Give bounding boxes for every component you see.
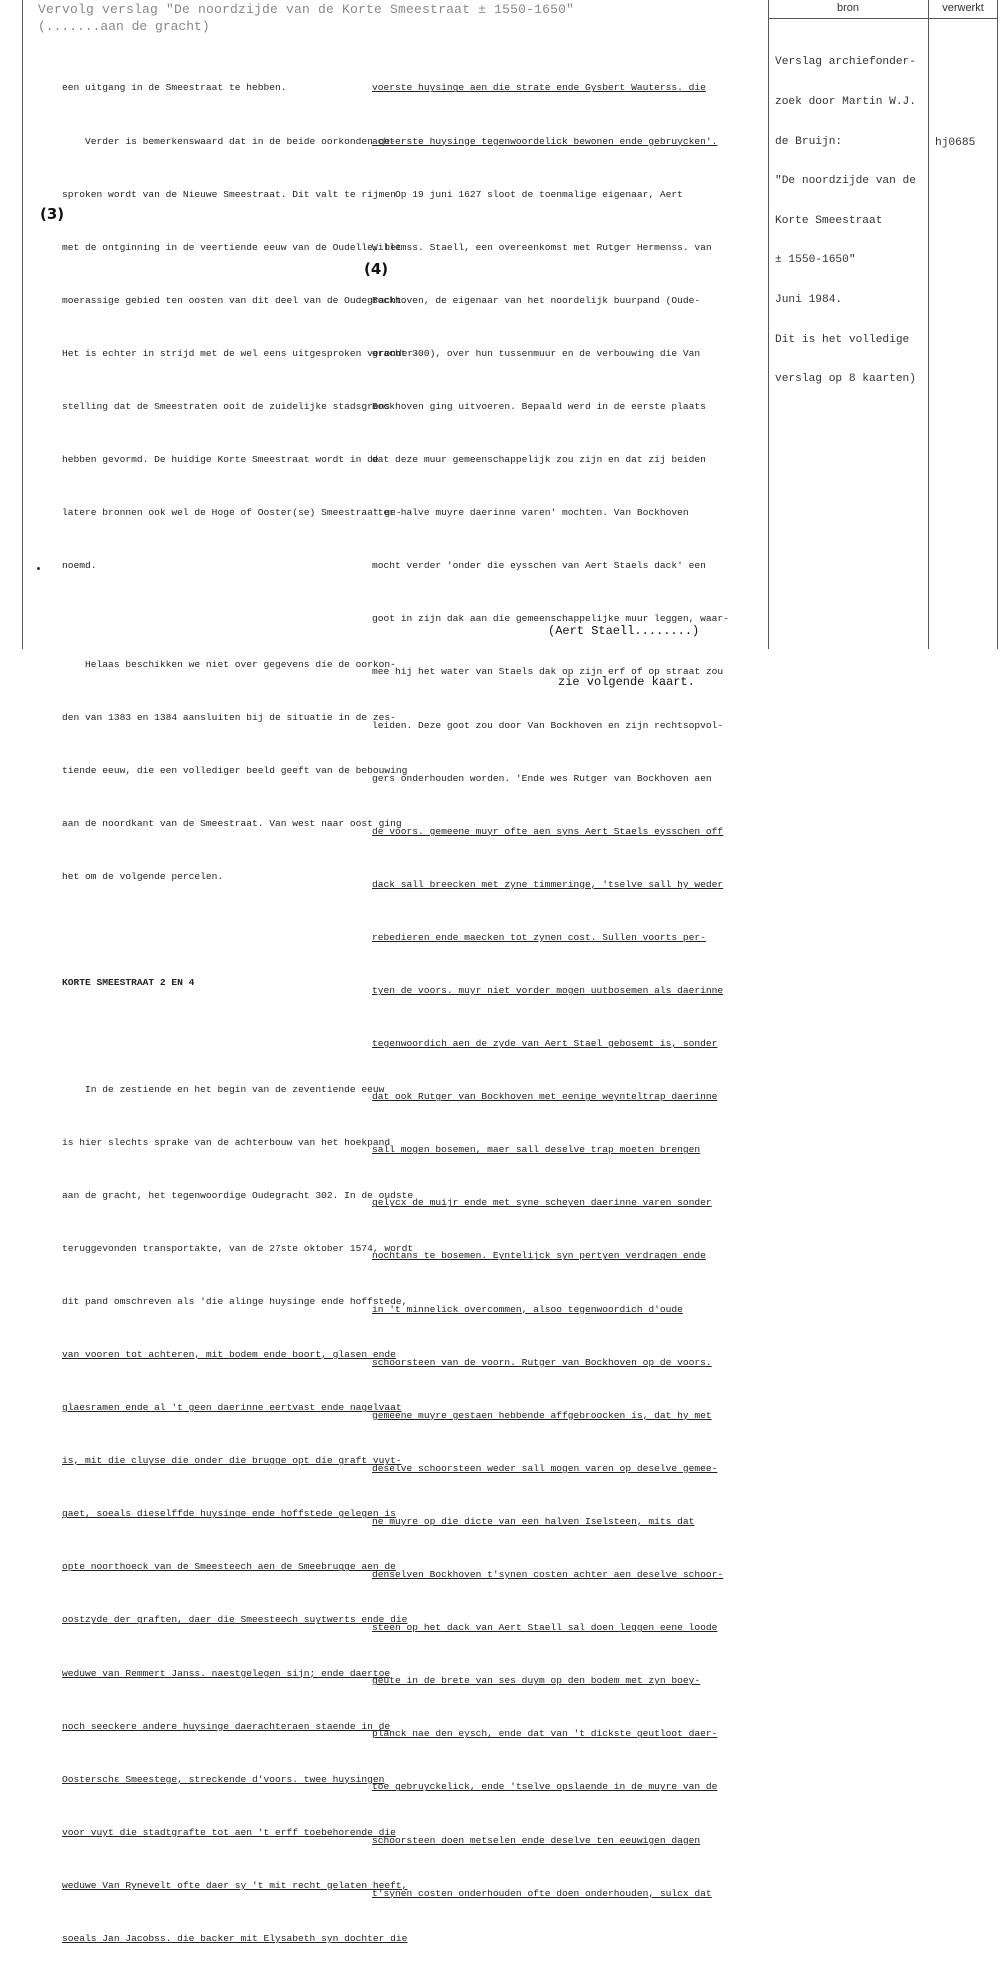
text-line: aan de noordkant van de Smeestraat. Van west naar oost ging	[62, 818, 402, 830]
text-line: dit pand omschreven als 'die alinge huysinge ende hoffstede,	[62, 1295, 408, 1307]
left-text-column	[62, 44, 419, 1983]
source-line: Korte Smeestraat	[775, 214, 883, 227]
blank-line	[62, 921, 419, 939]
text-line: goot in zijn dak aan die gemeenschappelijke muur leggen, waar-	[372, 613, 729, 625]
text-line: gracht 300), over hun tussenmuur en de verbouwing die Van	[372, 347, 701, 359]
sidebar-divider	[768, 0, 769, 649]
margin-mark-4: (4)	[364, 260, 389, 278]
quoted-line: sall mogen bosemen, maer sall deselve trap moeten brengen	[372, 1144, 701, 1156]
source-line: de Bruijn:	[775, 135, 843, 148]
text-line: latere bronnen ook wel de Hoge of Ooster(se) Smeestraat ge-	[62, 507, 402, 519]
quoted-line: in 't minnelick overcommen, alsoo tegenwoordich d'oude	[372, 1303, 683, 1315]
quoted-line: is, mit die cluyse die onder die brugge opt die graft vuyt-	[62, 1455, 402, 1467]
quoted-line: de voors. gemeene muyr ofte aen syns Aert Staels eysschen off	[372, 825, 724, 837]
quoted-line: geute in de brete van ses duym op den bodem met zyn boey-	[372, 1675, 701, 1687]
quoted-line: nochtans te bosemen. Eyntelijck syn pertyen verdragen ende	[372, 1250, 706, 1262]
quoted-line: planck nae den eysch, ende dat van 't dickste geutloot daer-	[372, 1728, 718, 1740]
quoted-line: dat ook Rutger van Bockhoven met eenige weynteltrap daerinne	[372, 1091, 718, 1103]
processed-column-header: verwerkt	[942, 2, 984, 14]
text-line: In de zestiende en het begin van de zeventiende eeuw	[62, 1083, 385, 1095]
quoted-line: tegenwoordich aen de zyde van Aert Stael gebosemt is, sonder	[372, 1038, 718, 1050]
text-line: dat deze muur gemeenschappelijk zou zijn en dat zij beiden	[372, 454, 706, 466]
right-text-column	[372, 44, 729, 1938]
source-line: Juni 1984.	[775, 294, 843, 307]
quoted-line: Oosterschε Smeestege, streckende d'voors. twee huysingen	[62, 1773, 385, 1785]
sidebar-header-rule	[768, 18, 998, 19]
text-line: leiden. Deze goot zou door Van Bockhoven en zijn rechtsopvol-	[372, 719, 724, 731]
processed-id: hj0685	[935, 137, 976, 149]
quoted-line: voerste huysinge aen die strate ende Gysbert Wauterss. die	[372, 82, 706, 94]
source-line: "De noordzijde van de	[775, 175, 916, 188]
quoted-line: weduwe van Remmert Janss. naestgelegen sijn; ende daertoe	[62, 1667, 391, 1679]
margin-mark-3: (3)	[40, 205, 65, 223]
quoted-line: schoorsteen doen metselen ende deselve ten eeuwigen dagen	[372, 1834, 701, 1846]
quoted-line: van vooren tot achteren, mit bodem ende boort, glasen ende	[62, 1348, 396, 1360]
quoted-line: weduwe Van Rynevelt ofte daer sy 't mit recht gelaten heeft,	[62, 1879, 408, 1891]
text-line: Bockhoven ging uitvoeren. Bepaald werd in de eerste plaats	[372, 400, 706, 412]
text-line: een uitgang in de Smeestraat te hebben.	[62, 82, 287, 94]
quoted-line: gemeene muyre gestaen hebbende affgebroocken is, dat hy met	[372, 1409, 712, 1421]
left-margin-line	[22, 0, 23, 649]
quoted-line: soeals Jan Jacobss. die backer mit Elysabeth syn dochter die	[62, 1933, 408, 1944]
quoted-line: steen op het dack van Aert Staell sal doen leggen eene loode	[372, 1622, 718, 1634]
margin-dot	[37, 567, 40, 570]
text-line: Op 19 juni 1627 sloot de toenmalige eigenaar, Aert	[372, 188, 683, 200]
quoted-line: glaesramen ende al 't geen daerinne eertvast ende nagelvaat	[62, 1402, 402, 1414]
text-line: met de ontginning in de veertiende eeuw van de Oudelle, het	[62, 241, 402, 253]
source-description	[775, 30, 916, 413]
quoted-line: toe gebruyckelick, ende 'tselve opslaende in de muyre van de	[372, 1781, 718, 1793]
closing-line-1: (Aert Staell........)	[548, 624, 700, 638]
text-line: Het is echter in strijd met de wel eens uitgesproken veronder-	[62, 347, 419, 359]
quoted-line: t'synen costen onderhouden ofte doen onderhouden, sulcx dat	[372, 1887, 712, 1899]
source-line: verslag op 8 kaarten)	[775, 373, 916, 386]
text-line: moerassige gebied ten oosten van dit deel van de Oudegracht.	[62, 294, 408, 306]
quoted-line: ne muyre op die dicte van een halven Iselsteen, mits dat	[372, 1515, 695, 1527]
closing-note	[548, 589, 699, 725]
quoted-line: voor vuyt die stadtgrafte tot aen 't erff toebehorende die	[62, 1826, 396, 1838]
page-subtitle: (.......aan de gracht)	[38, 19, 210, 34]
text-line: Helaas beschikken we niet over gegevens die de oorkon-	[62, 658, 396, 670]
text-line: Verder is bemerkenswaard dat in de beide oorkonden ge-	[62, 135, 396, 147]
source-line: Verslag archiefonder-	[775, 56, 916, 69]
text-line: Bockhoven, de eigenaar van het noordelijk buurpand (Oude-	[372, 294, 701, 306]
quoted-line: oostzyde der graften, daer die Smeesteech suytwerts ende die	[62, 1614, 408, 1626]
source-line: ± 1550-1650"	[775, 254, 856, 267]
text-line: 'ter halve muyre daerinne varen' mochten. Van Bockhoven	[372, 507, 689, 519]
text-line: mocht verder 'onder die eysschen van Aert Staels dack' een	[372, 560, 706, 572]
quoted-line: schoorsteen van de voorn. Rutger van Bockhoven op de voors.	[372, 1356, 712, 1368]
page-title: Vervolg verslag "De noordzijde van de Korte Smeestraat ± 1550-1650"	[38, 2, 575, 17]
text-line: sproken wordt van de Nieuwe Smeestraat. Dit valt te rijmen	[62, 188, 396, 200]
quoted-line: dack sall breecken met zyne timmeringe, 'tselve sall hy weder	[372, 878, 724, 890]
closing-line-2: zie volgende kaart.	[558, 675, 695, 689]
text-line: noemd.	[62, 560, 97, 572]
quoted-line: achterste huysinge tegenwoordelick bewonen ende gebruycken'.	[372, 135, 718, 147]
text-line: gers onderhouden worden. 'Ende wes Rutger van Bockhoven aen	[372, 772, 712, 784]
section-heading: KORTE SMEESTRAAT 2 EN 4	[62, 977, 195, 989]
text-line: aan de gracht, het tegenwoordige Oudegracht 302. In de oudste	[62, 1189, 414, 1201]
text-line: hebben gevormd. De huidige Korte Smeestraat wordt in de	[62, 454, 379, 466]
spacer	[62, 610, 419, 620]
text-line: is hier slechts sprake van de achterbouw van het hoekpand	[62, 1136, 391, 1148]
text-line: teruggevonden transportakte, van de 27ste oktober 1574, wordt	[62, 1242, 414, 1254]
quoted-line: gaet, soeals dieselffde huysinge ende hoffstede gelegen is	[62, 1508, 396, 1520]
source-line: zoek door Martin W.J.	[775, 96, 916, 109]
blank-line	[62, 1027, 419, 1045]
card-right-edge	[997, 0, 998, 649]
quoted-line: tyen de voors. muyr niet vorder mogen uutbosemen als daerinne	[372, 985, 724, 996]
text-line: mee hij het water van Staels dak op zijn erf of op straat zou	[372, 666, 724, 678]
quoted-line: noch seeckere andere huysinge daerachteraen staende in de	[62, 1720, 391, 1732]
quoted-line: opte noorthoeck van de Smeesteech aen de Smeebrugge aen de	[62, 1561, 396, 1573]
sidebar-column-divider	[928, 0, 929, 649]
text-line: stelling dat de Smeestraten ooit de zuidelijke stadsgrens	[62, 400, 391, 412]
quoted-line: deselve schoorsteen weder sall mogen varen op deselve gemee-	[372, 1462, 718, 1474]
source-line: Dit is het volledige	[775, 333, 910, 346]
quoted-line: denselven Bockhoven t'synen costen achter aen deselve schoor-	[372, 1569, 724, 1581]
text-line: tiende eeuw, die een vollediger beeld geeft van de bebouwing	[62, 764, 408, 776]
quoted-line: gelycx de muijr ende met syne scheyen daerinne varen sonder	[372, 1197, 712, 1209]
text-line: Willemss. Staell, een overeenkomst met Rutger Hermenss. van	[372, 241, 712, 253]
text-line: het om de volgende percelen.	[62, 871, 224, 883]
source-column-header: bron	[836, 2, 860, 14]
text-line: den van 1383 en 1384 aansluiten bij de situatie in de zes-	[62, 711, 396, 723]
quoted-line: rebedieren ende maecken tot zynen cost. Sullen voorts per-	[372, 931, 706, 943]
